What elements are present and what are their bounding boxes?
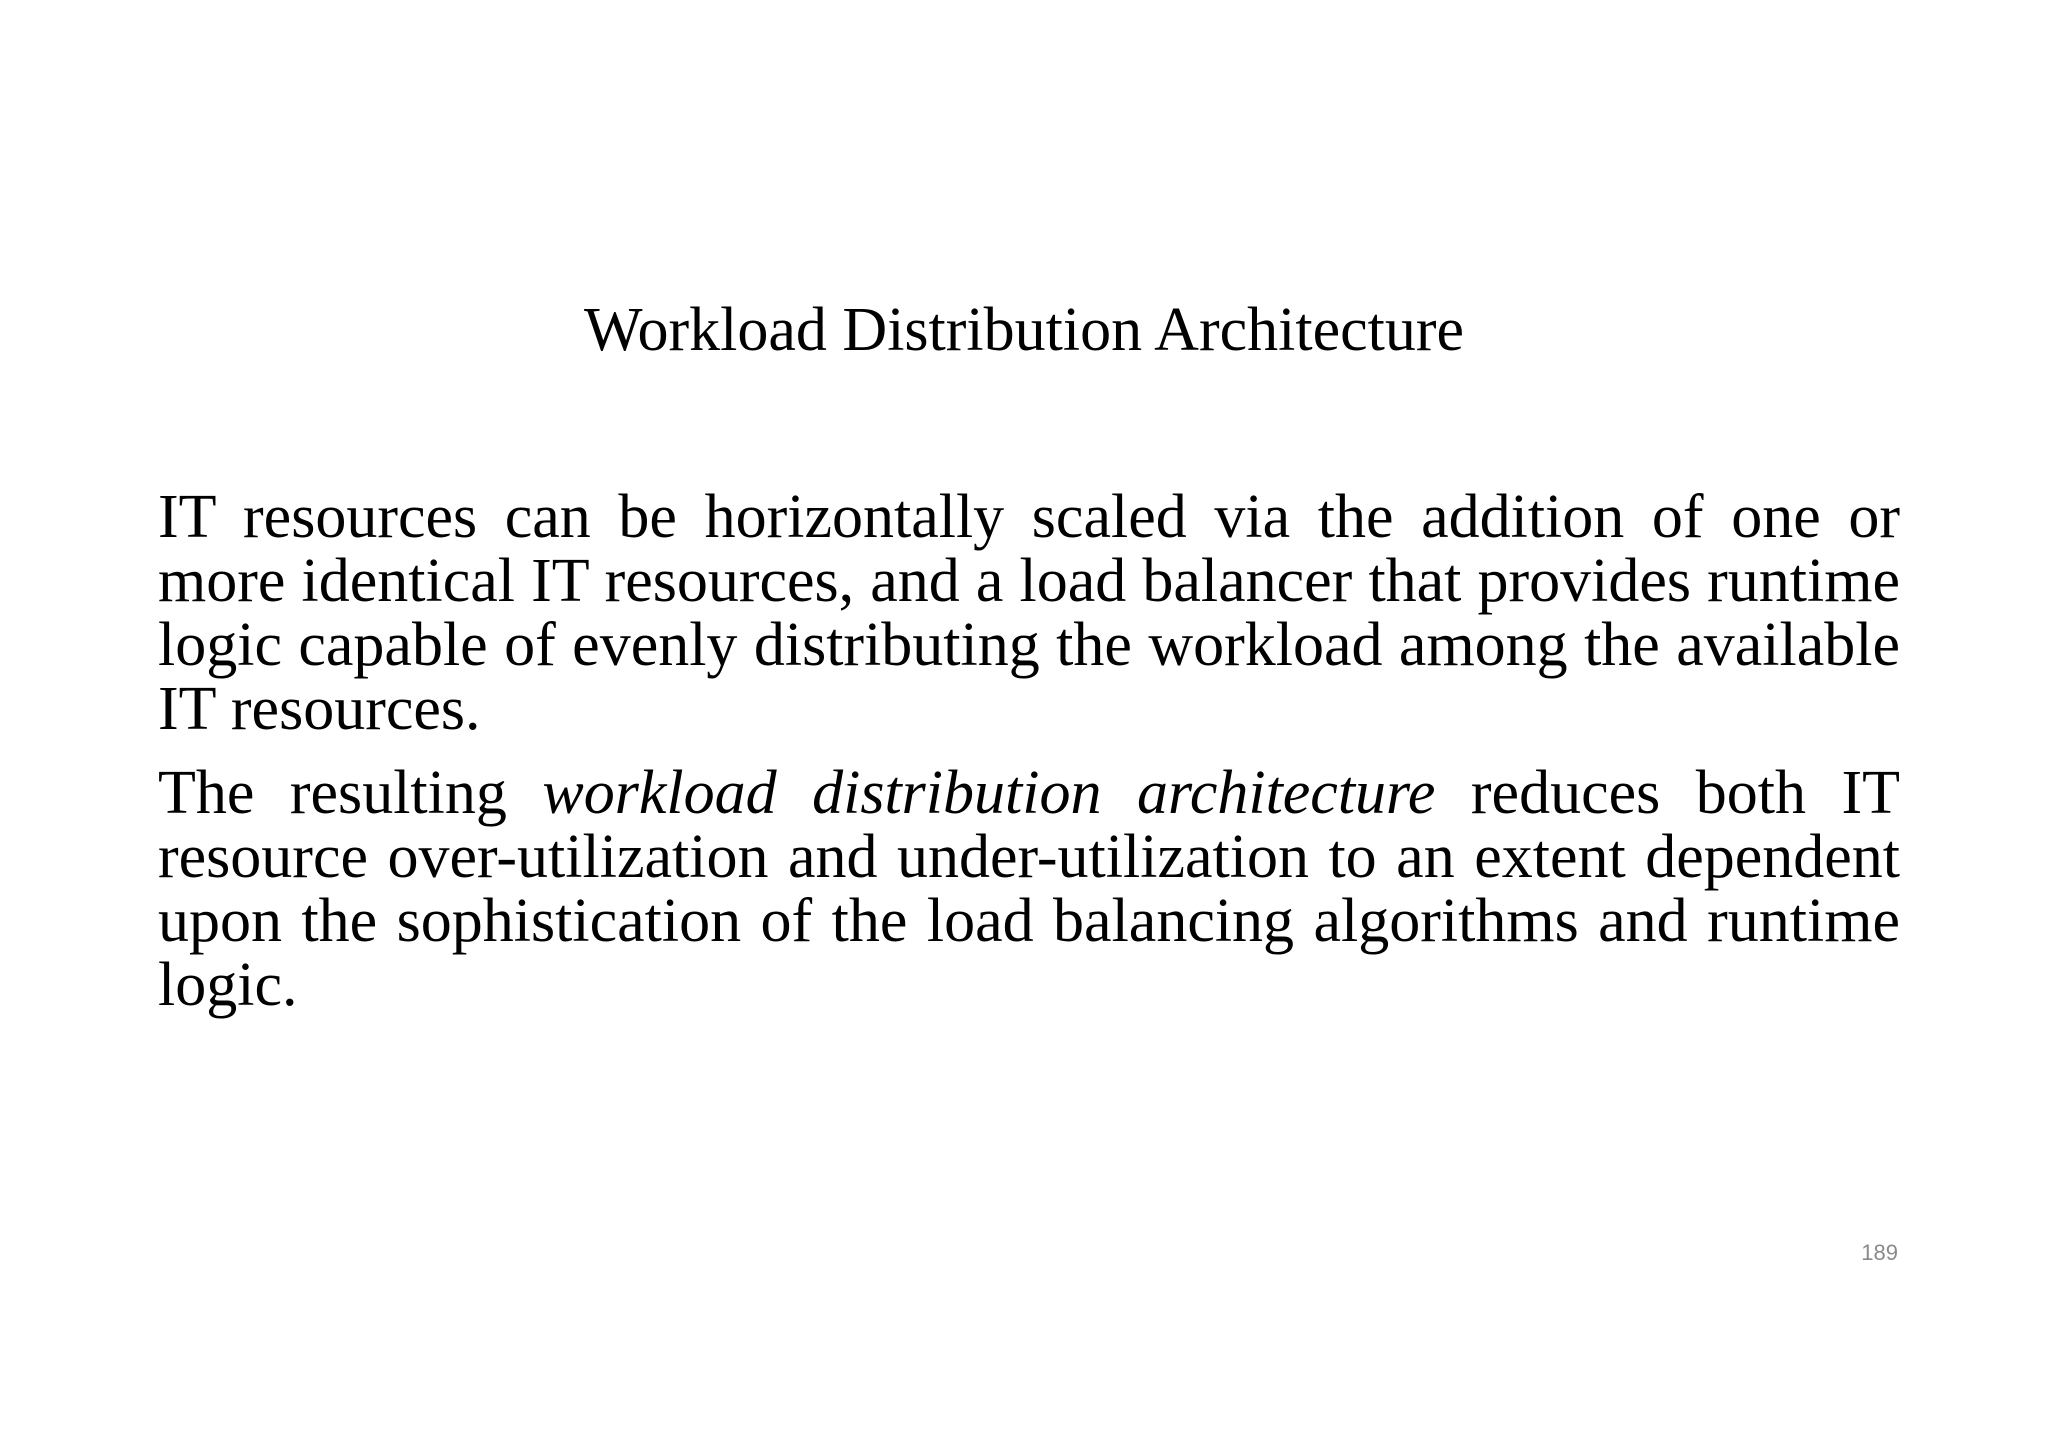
paragraph-2-rest: reduces both IT resource over-utilization and under-utilization to an extent dependent upon the sophistication of the load balancing algorithms and runtime logic. [158,759,1900,1019]
paragraph-2-lead: The resulting [158,759,543,827]
slide-title: Workload Distribution Architecture [583,296,1465,364]
page-number: 189 [1861,1240,1898,1265]
slide-body [158,485,1900,1017]
paragraph-horizontal-scaling: IT resources can be horizontally scaled via the addition of one or more identical IT resources, and a load balancer that provides runtime logic capable of evenly distributing the workload among the available IT resources. [158,483,1900,743]
paragraph-workload-distribution [158,761,1900,1017]
paragraph-2-emphasis: workload distribution architecture [542,759,1436,827]
